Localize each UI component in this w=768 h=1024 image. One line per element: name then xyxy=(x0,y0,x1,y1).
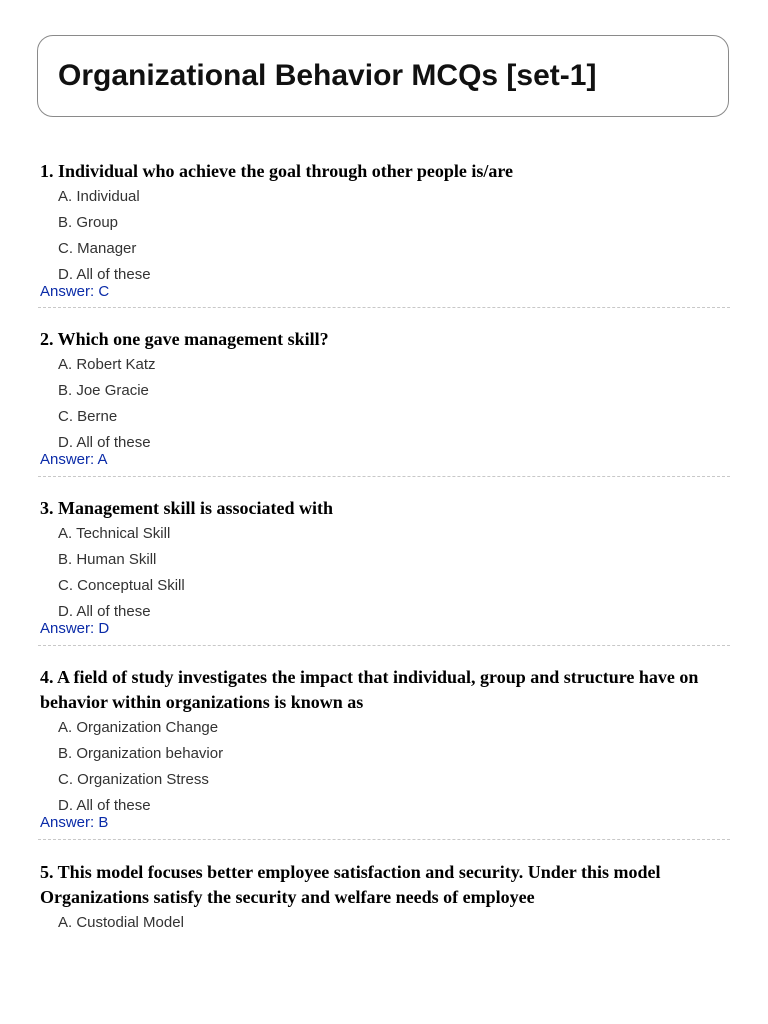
page-title: Organizational Behavior MCQs [set-1] xyxy=(58,59,597,92)
option-b: B. Human Skill xyxy=(58,551,157,568)
option-d: D. All of these xyxy=(58,797,151,814)
option-a: A. Custodial Model xyxy=(58,914,184,931)
question-text: 3. Management skill is associated with xyxy=(40,498,334,518)
option-b: B. Joe Gracie xyxy=(58,382,149,399)
divider xyxy=(38,645,730,646)
options-list xyxy=(40,910,730,936)
question-1 xyxy=(40,159,730,300)
option-d: D. All of these xyxy=(58,603,151,620)
question-5 xyxy=(40,860,730,936)
question-text: 1. Individual who achieve the goal through other people is/are xyxy=(40,161,514,181)
answer: Answer: B xyxy=(40,814,109,831)
options-list xyxy=(40,184,730,288)
answer: Answer: C xyxy=(40,283,110,300)
divider xyxy=(38,307,730,308)
option-a: A. Individual xyxy=(58,188,140,205)
option-a: A. Technical Skill xyxy=(58,525,171,542)
option-c: C. Organization Stress xyxy=(58,771,209,788)
answer: Answer: D xyxy=(40,620,110,637)
question-4 xyxy=(40,665,730,831)
option-c: C. Conceptual Skill xyxy=(58,577,185,594)
divider xyxy=(38,839,730,840)
answer: Answer: A xyxy=(40,451,108,468)
option-a: A. Robert Katz xyxy=(58,356,156,373)
options-list xyxy=(40,715,730,819)
question-3 xyxy=(40,496,730,637)
question-text: 2. Which one gave management skill? xyxy=(40,329,329,349)
title-box xyxy=(37,35,729,117)
option-d: D. All of these xyxy=(58,266,151,283)
option-a: A. Organization Change xyxy=(58,719,219,736)
question-2 xyxy=(40,327,730,468)
option-c: C. Manager xyxy=(58,240,137,257)
question-text: 5. This model focuses better employee satisfaction and security. Under this model Organizations satisfy the security and welfare needs of employee xyxy=(40,862,661,907)
option-c: C. Berne xyxy=(58,408,118,425)
options-list xyxy=(40,521,730,625)
option-b: B. Organization behavior xyxy=(58,745,224,762)
option-b: B. Group xyxy=(58,214,119,231)
question-text: 4. A field of study investigates the impact that individual, group and structure have on behavior within organizations is known as xyxy=(40,667,699,712)
options-list xyxy=(40,352,730,456)
divider xyxy=(38,476,730,477)
option-d: D. All of these xyxy=(58,434,151,451)
